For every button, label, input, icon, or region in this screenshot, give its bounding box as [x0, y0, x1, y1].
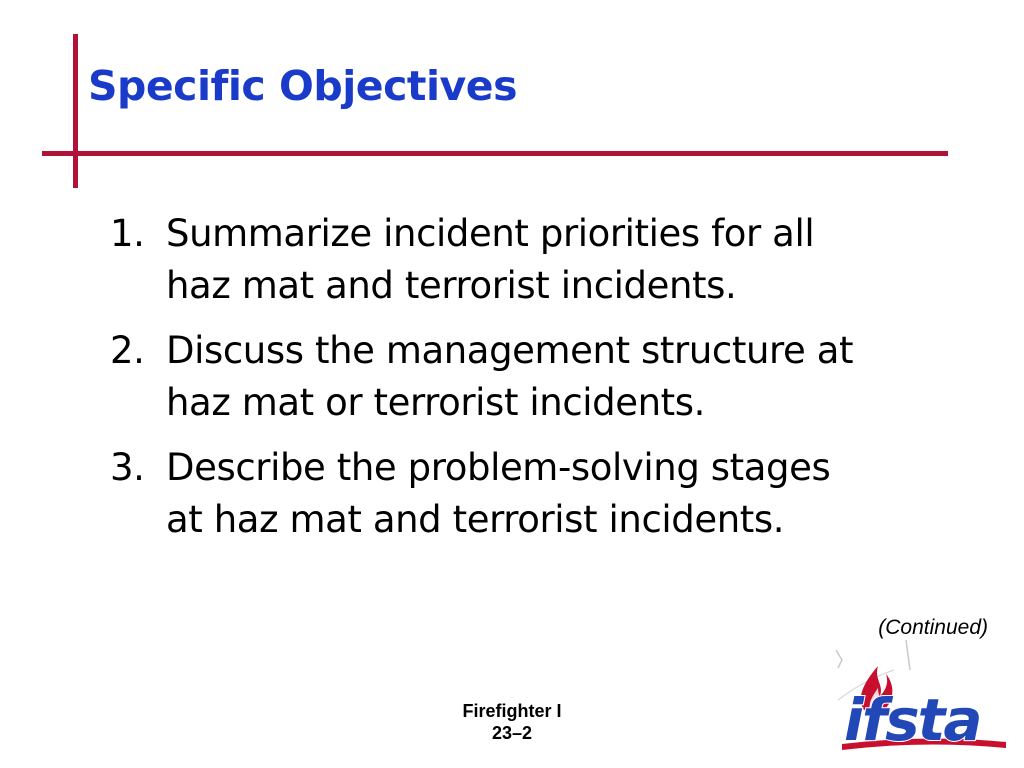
objective-item: [110, 208, 940, 312]
objective-text-line: Describe the problem-solving stages: [166, 446, 831, 489]
objective-text-line: Discuss the management structure at: [166, 329, 854, 372]
course-name: Firefighter I: [462, 701, 562, 721]
ifsta-logo: [834, 640, 1014, 760]
objective-item: [110, 325, 940, 429]
objective-text-line: at haz mat and terrorist incidents.: [166, 498, 785, 541]
objective-text-line: haz mat and terrorist incidents.: [166, 264, 737, 307]
objective-number: 2.: [110, 329, 145, 372]
slide-footer: [412, 700, 612, 744]
objectives-list: [110, 208, 940, 559]
svg-text:ifsta: ifsta: [844, 686, 981, 754]
objective-text: [166, 325, 853, 429]
slide-title: Specific Objectives: [88, 62, 517, 110]
objective-item: [110, 442, 940, 546]
objective-text: [166, 208, 814, 312]
continued-note: (Continued): [878, 616, 988, 639]
vertical-accent-rule: [73, 34, 78, 188]
objective-text-line: Summarize incident priorities for all: [166, 212, 815, 255]
objective-text-line: haz mat or terrorist incidents.: [166, 381, 706, 424]
page-number: 23–2: [491, 723, 533, 743]
objective-number: 3.: [110, 446, 145, 489]
objective-number: 1.: [110, 212, 145, 255]
objective-text: [166, 442, 830, 546]
horizontal-accent-rule: [42, 151, 948, 156]
